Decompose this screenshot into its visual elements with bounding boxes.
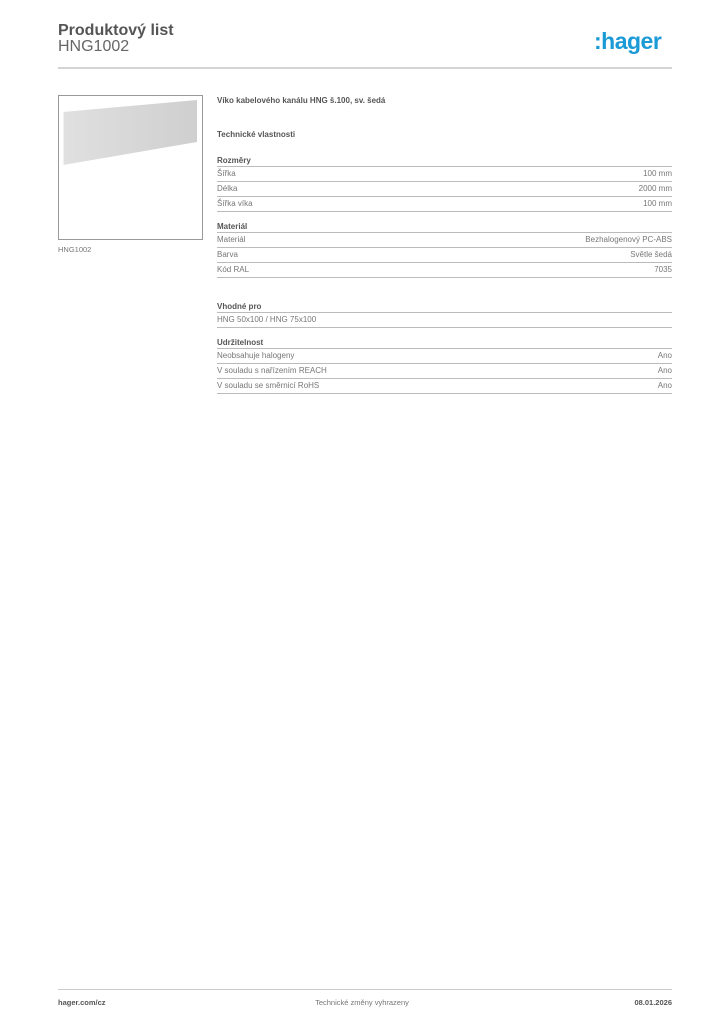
section-heading: Vhodné pro [217,302,672,313]
spec-label: Délka [217,184,238,193]
spec-label: Šířka [217,169,236,178]
spec-row [217,197,672,212]
spec-label: HNG 50x100 / HNG 75x100 [217,315,317,324]
image-caption: HNG1002 [58,245,92,254]
spec-label: Kód RAL [217,265,250,274]
page-title: Produktový list [58,22,174,39]
spec-value: Ano [657,366,672,375]
product-title: Víko kabelového kanálu HNG š.100, sv. šedá [217,96,386,105]
spec-value: Bezhalogenový PC-ABS [585,235,672,244]
section-heading: Materiál [217,222,672,233]
spec-label: V souladu s nařízením REACH [217,366,327,375]
product-image [58,95,203,240]
spec-row [217,182,672,197]
spec-label: V souladu se směrnicí RoHS [217,381,320,390]
spec-row [217,364,672,379]
spec-row [217,233,672,248]
spec-value: 100 mm [643,199,672,208]
section-heading: Rozměry [217,156,672,167]
section-0 [217,156,672,212]
spec-row [217,379,672,394]
spec-value: 2000 mm [638,184,672,193]
spec-value: Světle šedá [630,250,672,259]
spec-value: Ano [657,351,672,360]
hager-logo: :hager [594,28,662,54]
product-code: HNG1002 [58,38,130,55]
spec-row [217,248,672,263]
spec-label: Barva [217,250,238,259]
section-heading: Udržitelnost [217,338,672,349]
spec-row [217,349,672,364]
spec-label: Materiál [217,235,246,244]
spec-row [217,263,672,278]
footer-website: hager.com/cz [58,998,106,1007]
section-3 [217,338,672,394]
section-2 [217,302,672,328]
header-divider [58,67,672,69]
product-details [217,96,672,394]
section-1 [217,222,672,278]
spec-value: 100 mm [643,169,672,178]
spec-value: Ano [657,381,672,390]
spec-value: 7035 [654,265,672,274]
spec-label: Neobsahuje halogeny [217,351,295,360]
footer-notice: Technické změny vyhrazeny [315,998,409,1007]
footer-divider [58,989,672,990]
spec-row [217,313,672,328]
spec-row [217,167,672,182]
footer-date: 08.01.2026 [634,998,672,1007]
spec-label: Šířka víka [217,199,253,208]
tech-heading: Technické vlastnosti [217,130,296,139]
